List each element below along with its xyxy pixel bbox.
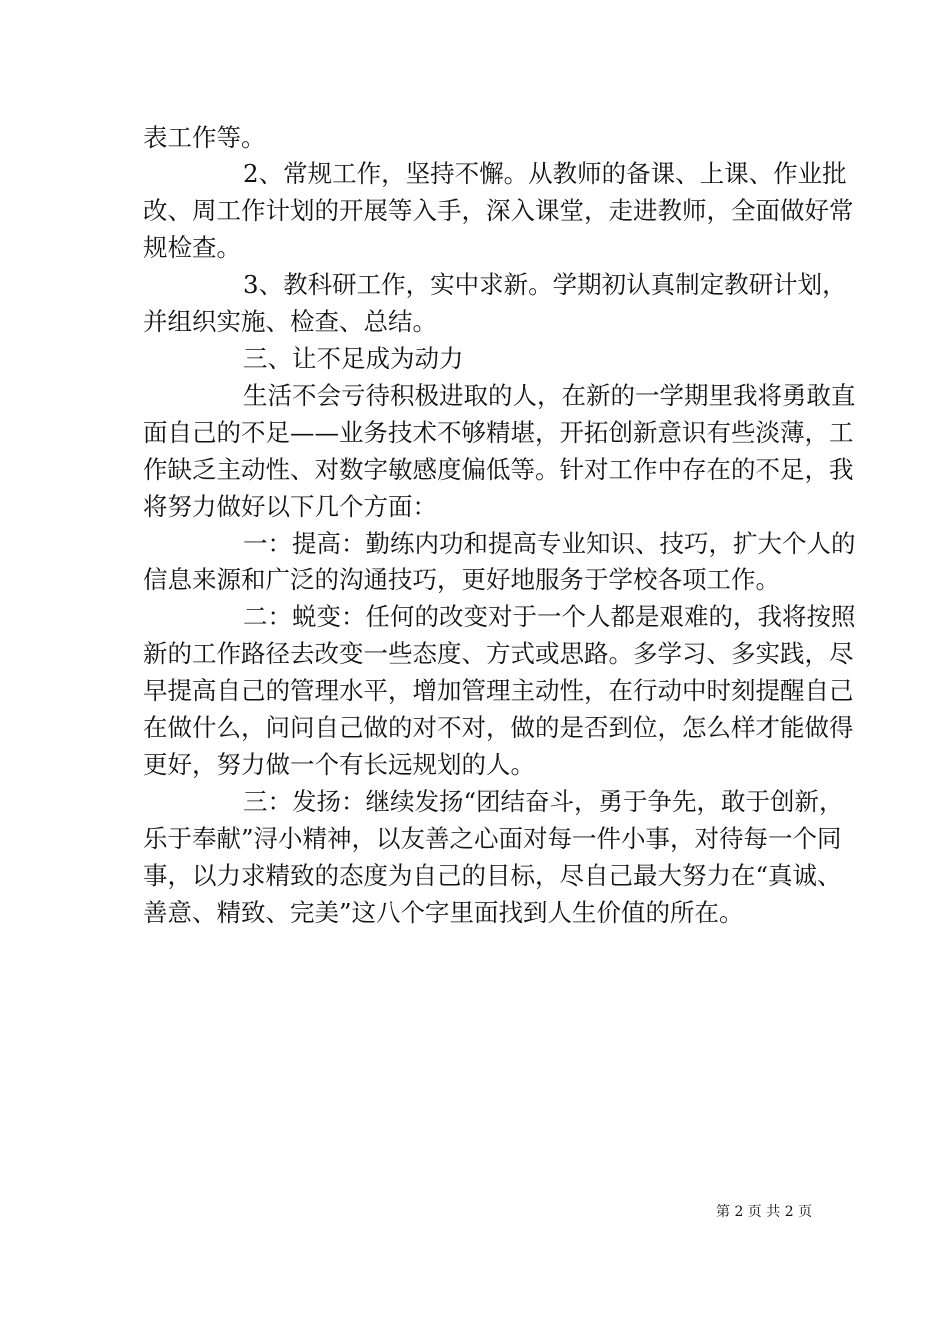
text-line: 并组织实施、检查、总结。 xyxy=(143,307,437,336)
text-line: 新的工作路径去改变一些态度、方式或思路。多学习、多实践，尽 xyxy=(143,639,854,668)
text-line: 面自己的不足——业务技术不够精堪，开拓创新意识有些淡薄，工 xyxy=(143,418,854,447)
text-line: 规检查。 xyxy=(143,233,241,262)
text-line: 将努力做好以下几个方面： xyxy=(143,492,437,521)
text-line: 善意、精致、完美”这八个字里面找到人生价值的所在。 xyxy=(143,898,744,927)
text-line: 表工作等。 xyxy=(143,123,266,152)
text-line: 信息来源和广泛的沟通技巧，更好地服务于学校各项工作。 xyxy=(143,565,780,594)
text-line: 更好，努力做一个有长远规划的人。 xyxy=(143,750,535,779)
section-heading: 三、让不足成为动力 xyxy=(243,344,464,373)
text-line: 早提高自己的管理水平，增加管理主动性，在行动中时刻提醒自己 xyxy=(143,676,854,705)
text-line: 2、常规工作，坚持不懈。从教师的备课、上课、作业批 xyxy=(243,159,847,188)
text-line: 改、周工作计划的开展等入手，深入课堂，走进教师，全面做好常 xyxy=(143,196,854,225)
text-line: 三：发扬：继续发扬“团结奋斗，勇于争先，敢于创新， xyxy=(243,787,844,816)
text-line: 事，以力求精致的态度为自己的目标，尽自己最大努力在“真诚、 xyxy=(143,861,842,890)
text-line: 作缺乏主动性、对数字敏感度偏低等。针对工作中存在的不足，我 xyxy=(143,455,854,484)
text-line: 乐于奉献”浔小精神，以友善之心面对每一件小事，对待每一个同 xyxy=(143,824,842,853)
page-number-footer: 第 2 页 共 2 页 xyxy=(716,1204,813,1220)
text-line: 在做什么，问问自己做的对不对，做的是否到位，怎么样才能做得 xyxy=(143,713,854,742)
text-line: 二：蜕变：任何的改变对于一个人都是艰难的，我将按照 xyxy=(243,602,856,631)
text-line: 一：提高：勤练内功和提高专业知识、技巧，扩大个人的 xyxy=(243,529,856,558)
text-line: 生活不会亏待积极进取的人，在新的一学期里我将勇敢直 xyxy=(243,381,856,410)
text-line: 3、教科研工作，实中求新。学期初认真制定教研计划， xyxy=(243,270,847,299)
